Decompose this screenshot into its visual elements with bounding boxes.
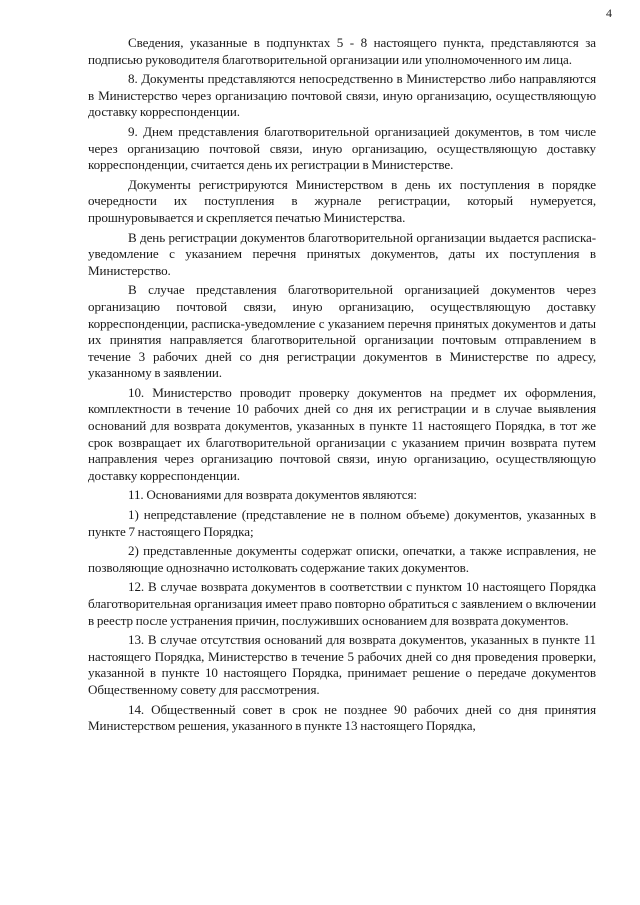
paragraph-14: 14. Общественный совет в срок не позднее 90 рабочих дней со дня принятия Министерством решения, указанного в пункте 13 настоящего Порядка, [88,701,596,734]
paragraph-13: 13. В случае отсутствия оснований для возврата документов, указанных в пункте 11 настоящего Порядка, Министерство в течение 5 рабочих дней со дня проведения проверки, указанной в пункте 10 настоящего Порядка, принимает решение о передаче документов Общественному совету для рассмотрения. [88,632,596,697]
paragraph-info-signature: Сведения, указанные в подпунктах 5 - 8 настоящего пункта, представляются за подписью руководителя благотворительной организации или уполномоченного им лица. [88,35,596,67]
paragraph-12: 12. В случае возврата документов в соответствии с пунктом 10 настоящего Порядка благотворительная организация имеет право повторно обратиться с заявлением о включении в реестр после устранения причин, послуживших основанием для возврата документов. [88,579,596,628]
paragraph-receipt: В день регистрации документов благотворительной организации выдается расписка-уведомление с указанием перечня принятых документов, даты их поступления в Министерство. [88,229,596,278]
page-number: 4 [606,6,612,20]
paragraph-10: 10. Министерство проводит проверку документов на предмет их оформления, комплектности в течение 10 рабочих дней со дня их регистрации и в случае выявления оснований для возврата документов, указанных в пункте 11 настоящего Порядка, в тот же срок возвращает их благотворительной организации с указанием причин возврата путем направления через организацию почтовой связи, иную организацию, осуществляющую доставку корреспонденции. [88,384,596,483]
paragraph-11-item-1: 1) непредставление (представление не в полном объеме) документов, указанных в пункте 7 настоящего Порядка; [88,507,596,539]
paragraph-postal-receipt: В случае представления благотворительной организацией документов через организацию почтовой связи, иную организацию, осуществляющую доставку корреспонденции, расписка-уведомление с указанием перечня принятых документов и даты их принятия направляется благотворительной организации почтовым отправлением в течение 3 рабочих дней со дня регистрации документов в Министерстве по адресу, указанному в заявлении. [88,282,596,381]
document-body [88,35,596,738]
paragraph-8: 8. Документы представляются непосредственно в Министерство либо направляются в Министерство через организацию почтовой связи, иную организацию, осуществляющую доставку корреспонденции. [88,71,596,120]
paragraph-registration: Документы регистрируются Министерством в день их поступления в порядке очередности их поступления в журнале регистрации, который нумеруется, прошнуровывается и скрепляется печатью Министерства. [88,176,596,225]
paragraph-11-item-2: 2) представленные документы содержат описки, опечатки, а также исправления, не позволяющие однозначно истолковать содержание таких документов. [88,543,596,575]
paragraph-9: 9. Днем представления благотворительной организацией документов, в том числе через организацию почтовой связи, иную организацию, осуществляющую доставку корреспонденции, считается день их регистрации в Министерстве. [88,123,596,173]
paragraph-11: 11. Основаниями для возврата документов являются: [128,487,417,503]
